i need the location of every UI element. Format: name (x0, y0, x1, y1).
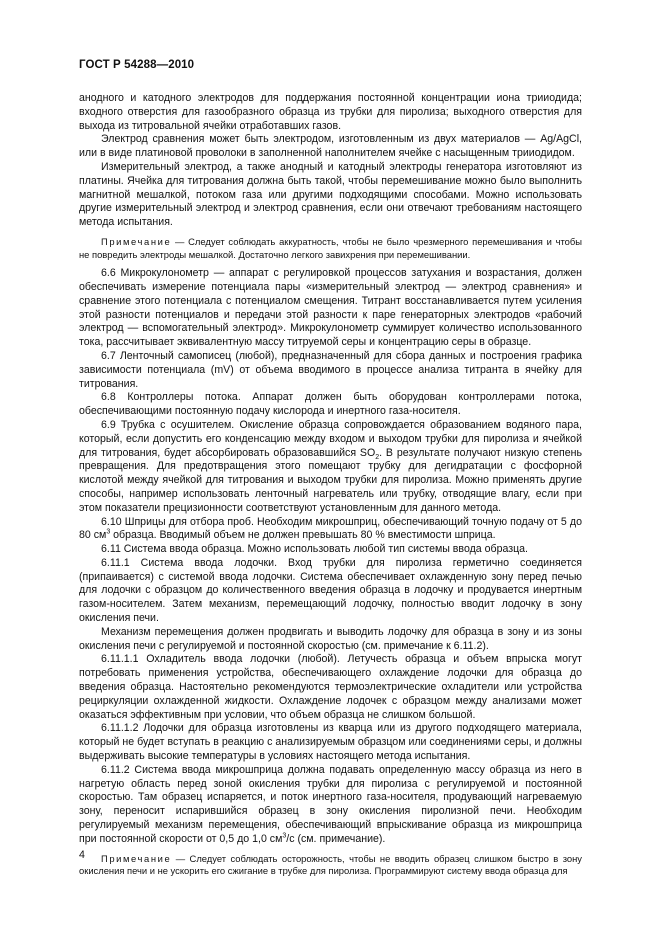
paragraph (79, 516, 582, 544)
page-number: 4 (79, 849, 85, 861)
paragraph (79, 419, 582, 516)
paragraph: 6.11.1.2 Лодочки для образца изготовлены из кварца или из другого подходящего материала, который не будет вступать в реакцию с анализируемым образцом или соединениями серы, и должны выдерживать высокие температуры в условиях настоящего метода испытания. (79, 722, 582, 763)
standard-header: ГОСТ Р 54288—2010 (79, 59, 195, 71)
text-run: . В результате получают низкую степень превращения. Для предотвращения этого помещают трубку для дегидратации с фосфорной кислотой между ячейкой для титрования и выходом трубки для пиролиза. Можно применять другие способы, например использовать ленточный нагреватель или трубку, отводящие влагу, если при этом показатели прецизионности соответствуют установленным для данного метода. (79, 446, 582, 514)
text-run: 6.9 Трубка с осушителем. Окисление образца сопровождается образованием водяного пара, который, если допустить его конденсацию между входом и выходом трубки для пиролиза и ячейкой для титрования, будет абсорбировать образовавшийся SO (79, 418, 582, 459)
text-run: 6.10 Шприцы для отбора проб. Необходим микрошприц, обеспечивающий точную подачу от 5 до 80 см (79, 515, 582, 542)
paragraph: 6.11.1.1 Охладитель ввода лодочки (любой). Летучесть образца и объем впрыска могут потребовать применения устройства, обеспечивающего охлаждение лодочки для образца до введения образца. Настоятельно рекомендуются термоэлектрические охладители или устройства рециркуляции охлажденной жидкости. Охлаждение лодочек с образцом между анализами может оказаться эффективным при условии, что объем образца не слишком большой. (79, 653, 582, 721)
paragraph (79, 764, 582, 847)
text-run: образца. Вводимый объем не должен превышать 80 % вместимости шприца. (110, 529, 496, 542)
paragraph: 6.11 Система ввода образца. Можно использовать любой тип системы ввода образца. (101, 543, 529, 556)
note (79, 853, 582, 878)
subscript: 2 (375, 453, 380, 461)
paragraph: Измерительный электрод, а также анодный и катодный электроды генератора изготовляют из платины. Ячейка для титрования должна быть такой, чтобы перемешивание можно было выполнить магнитной мешалкой, потоком газа или другими подходящими способами. Можно использовать другие измерительный электрод и электрод сравнения, если они отвечают требованиям настоящего метода испытания. (79, 160, 582, 229)
note (79, 236, 582, 261)
text-run: /с (см. примечание). (286, 832, 386, 845)
note-label: Примечание (101, 235, 172, 247)
note-text: — Следует соблюдать аккуратность, чтобы не было чрезмерного перемешивания и чтобы не повредить электроды мешалкой. Достаточно легкого завихрения при перемешивании. (79, 235, 582, 260)
document-body (79, 92, 582, 884)
superscript: 3 (282, 832, 287, 840)
superscript: 3 (106, 528, 111, 536)
paragraph: 6.6 Микрокулонометр — аппарат с регулировкой процессов затухания и возрастания, должен обеспечивать измерение потенциала пары «измерительный электрод — электрод сравнения» и сравнение этого потенциала с потенциалом смещения. Титрант восстанавливается путем усиления этой разности потенциалов и передачи этой разности к паре генераторных электродов «рабочий электрод — вспомогательный электрод». Микрокулонометр суммирует количество использованного тока, рассчитывает эквивалентную массу титруемой серы и концентрацию серы в образце. (79, 267, 582, 349)
paragraph: 6.8 Контроллеры потока. Аппарат должен быть оборудован контроллерами потока, обеспечивающими постоянную подачу кислорода и инертного газа-носителя. (79, 391, 582, 418)
note-text: — Следует соблюдать осторожность, чтобы не вводить образец слишком быстро в зону окисления печи и не ускорить его сжигание в трубке для пиролиза. Программируют систему ввода образца для (79, 852, 582, 877)
note-label: Примечание (101, 852, 172, 864)
paragraph: анодного и катодного электродов для поддержания постоянной концентрации иона трииодида; входного отверстия для газообразного образца из трубки для пиролиза; выходного отверстия для выхода из титровальной ячейки отработавших газов. (79, 92, 582, 132)
text-run: 6.11.2 Система ввода микрошприца должна подавать определенную массу образца из него в нагретую область перед зоной окисления трубки для пиролиза с регулируемой и постоянной скоростью. Там образец испаряется, и поток инертного газа-носителя, продувающий нагреваемую зону, переносит испарившийся образец в зону окисления пиролизной печи. Необходим регулируемый механизм перемещения, обеспечивающий впрыскивание образца из микрошприца при постоянной скорости от 0,5 до 1,0 см (79, 763, 582, 845)
paragraph: Механизм перемещения должен продвигать и выводить лодочку для образца в зону и из зоны окисления печи с регулируемой и постоянной скоростью (см. примечание к 6.11.2). (79, 625, 582, 652)
paragraph: 6.11.1 Система ввода лодочки. Вход трубки для пиролиза герметично соединяется (припаивается) с системой ввода лодочки. Система обеспечивает охлажденную зону перед печью для лодочки с образцом до количественного введения образца в лодочку и продувается инертным газом-носителем. Затем механизм, перемещающий лодочку, полностью вводит лодочку в зону окисления печи. (79, 556, 582, 625)
paragraph: 6.7 Ленточный самописец (любой), предназначенный для сбора данных и построения графика зависимости потенциала (mV) от объема вводимого в процессе анализа титранта в ячейку для титрования. (79, 349, 582, 390)
paragraph: Электрод сравнения может быть электродом, изготовленным из двух материалов — Ag/AgCl, или в виде платиновой проволоки в заполненной наполнителем ячейке с насыщенным трииодидом. (79, 133, 582, 160)
